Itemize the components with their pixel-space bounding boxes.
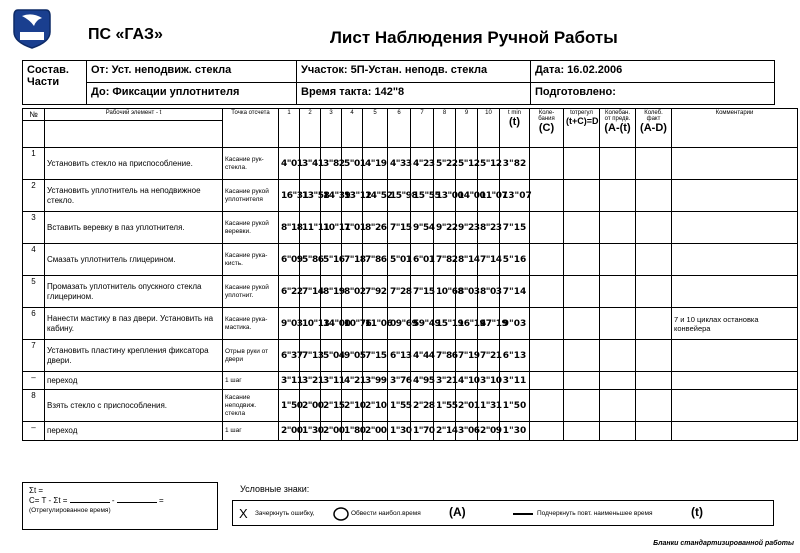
company-name: ПС «ГАЗ» <box>88 26 163 43</box>
cycle-value: 10"68 <box>434 276 456 308</box>
cycle-value: 15"55 <box>411 180 434 212</box>
to-cell: До: Фиксации уплотнителя <box>87 83 297 105</box>
col-point: Точка отсчета <box>223 109 279 148</box>
cycle-value: 2"00 <box>321 422 342 441</box>
row-number: 8 <box>23 390 45 422</box>
cycle-value: 10"76 <box>342 308 363 340</box>
cycle-value: 9"23 <box>456 212 478 244</box>
page-title: Лист Наблюдения Ручной Работы <box>330 28 618 47</box>
cycle-value: 11"06 <box>363 308 388 340</box>
cycle-value: 8"18 <box>279 212 300 244</box>
cycle-value: 10"13 <box>300 308 321 340</box>
tmin-value: 3"11 <box>500 372 530 390</box>
cycle-value: 8"26 <box>363 212 388 244</box>
row-point: Касание рука-кисть. <box>223 244 279 276</box>
cycle-value: 7"18 <box>342 244 363 276</box>
cycle-value: 6"22 <box>279 276 300 308</box>
row-comment: 7 и 10 циклах остановка конвейера <box>672 308 798 340</box>
cycle-value: 16"31 <box>279 180 300 212</box>
col-cycle: 3 <box>321 109 342 148</box>
cycle-value: 7"14 <box>478 244 500 276</box>
cycle-value: 6"37 <box>279 340 300 372</box>
tmin-value: 5"16 <box>500 244 530 276</box>
cycle-value: 11"07 <box>478 180 500 212</box>
legend-circle-text: Обвести наибол.время <box>351 510 421 517</box>
cycle-value: 15"19 <box>434 308 456 340</box>
row-element: Взять стекло с приспособления. <box>45 390 223 422</box>
cycle-value: 9"03 <box>279 308 300 340</box>
col-cycle: 9 <box>456 109 478 148</box>
table-row <box>23 276 798 308</box>
cycle-value: 2"10 <box>363 390 388 422</box>
cycle-value: 09"69 <box>388 308 411 340</box>
cycle-value: 2"00 <box>363 422 388 441</box>
cycle-value: 7"21 <box>478 340 500 372</box>
table-row <box>23 180 798 212</box>
tmin-value: 9"03 <box>500 308 530 340</box>
row-element: Установить стекло на приспособление. <box>45 148 223 180</box>
cycle-value: 7"92 <box>363 276 388 308</box>
row-point: Касание рука-мастика. <box>223 308 279 340</box>
col-cycle: 2 <box>300 109 321 148</box>
col-ad: Колеб. факт (A-D) <box>636 109 672 148</box>
legend-row <box>232 500 774 526</box>
row-comment <box>672 148 798 180</box>
col-no: № <box>23 109 45 121</box>
footer-text: Бланки стандартизированной работы <box>653 540 794 547</box>
table-row <box>23 244 798 276</box>
row-comment <box>672 390 798 422</box>
row-point: 1 шаг <box>223 422 279 441</box>
cycle-value: 5"12 <box>478 148 500 180</box>
cycle-value: 15"98 <box>388 180 411 212</box>
cycle-value: 8"14 <box>456 244 478 276</box>
legend-a-symbol: (A) <box>449 505 466 519</box>
col-cycle: 5 <box>363 109 388 148</box>
row-point: 1 шаг <box>223 372 279 390</box>
col-cycle: 7 <box>411 109 434 148</box>
cycle-value: 14"39 <box>321 180 342 212</box>
col-cycle: 4 <box>342 109 363 148</box>
tmin-value: 1"30 <box>500 422 530 441</box>
cycle-value: 6"09 <box>279 244 300 276</box>
row-number: – <box>23 372 45 390</box>
row-comment <box>672 180 798 212</box>
cycle-value: 9"54 <box>411 212 434 244</box>
cycle-value: 1"30 <box>388 422 411 441</box>
cycle-value: 5"86 <box>300 244 321 276</box>
gaz-logo <box>10 6 54 50</box>
cycle-value: 7"13 <box>300 340 321 372</box>
circle-mark-icon <box>333 506 349 522</box>
cycle-value: 1"80 <box>342 422 363 441</box>
cycle-value: 14"00 <box>321 308 342 340</box>
col-a: Колебан. от предв. (A-(t) <box>600 109 636 148</box>
row-comment <box>672 244 798 276</box>
cycle-value: 14"00 <box>456 180 478 212</box>
table-row <box>23 390 798 422</box>
col-cycle: 8 <box>434 109 456 148</box>
cycle-value: 3"11 <box>279 372 300 390</box>
cycle-value: 8"03 <box>456 276 478 308</box>
cycle-value: 7"15 <box>411 276 434 308</box>
table-row <box>23 340 798 372</box>
table-row <box>23 212 798 244</box>
row-element: Установить пластину крепления фиксатора двери. <box>45 340 223 372</box>
cycle-value: 7"86 <box>434 340 456 372</box>
col-comments: Комментарии <box>672 109 798 148</box>
row-number: 4 <box>23 244 45 276</box>
row-element: переход <box>45 422 223 441</box>
cycle-value: 2"14 <box>434 422 456 441</box>
column-header-row <box>23 109 798 121</box>
tmin-value: 7"15 <box>500 212 530 244</box>
cycle-value: 3"41 <box>300 148 321 180</box>
legend-title: Условные знаки: <box>240 484 310 494</box>
cycle-calc: C= T - Σt = - = <box>29 496 164 505</box>
cycle-value: 14"52 <box>363 180 388 212</box>
row-point: Касание рукой веревки. <box>223 212 279 244</box>
row-point: Касание рукой уплотнит. <box>223 276 279 308</box>
col-cycle: 1 <box>279 109 300 148</box>
cycle-value: 1"70 <box>411 422 434 441</box>
legend-t-symbol: (t) <box>691 505 703 519</box>
cycle-value: 4"10 <box>456 372 478 390</box>
legend-underline-text: Подчеркнуть повт. наименьшее время <box>537 510 653 517</box>
cycle-value: 8"23 <box>478 212 500 244</box>
cycle-value: 4"95 <box>411 372 434 390</box>
row-comment <box>672 422 798 441</box>
cycle-value: 7"14 <box>300 276 321 308</box>
row-comment <box>672 276 798 308</box>
info-table <box>22 60 775 105</box>
cycle-value: 8"19 <box>321 276 342 308</box>
tmin-value: 6"13 <box>500 340 530 372</box>
tmin-value: 13"07 <box>500 180 530 212</box>
cycle-value: 8"02 <box>342 276 363 308</box>
row-element: Вставить веревку в паз уплотнителя. <box>45 212 223 244</box>
cycle-value: 2"01 <box>456 390 478 422</box>
cycle-value: 2"10 <box>342 390 363 422</box>
cycle-value: 2"00 <box>279 422 300 441</box>
cycle-value: 3"99 <box>363 372 388 390</box>
table-row <box>23 372 798 390</box>
row-number: 2 <box>23 180 45 212</box>
cycle-value: 6"01 <box>411 244 434 276</box>
tmin-value: 1"50 <box>500 390 530 422</box>
cycle-value: 1"50 <box>279 390 300 422</box>
row-point: Касание неподвиж. стекла <box>223 390 279 422</box>
row-point: Касание рукой уплотнителя <box>223 180 279 212</box>
cycle-value: 2"28 <box>411 390 434 422</box>
cycle-value: 16"19 <box>456 308 478 340</box>
cycle-value: 3"21 <box>434 372 456 390</box>
tmin-value: 3"82 <box>500 148 530 180</box>
row-number: 7 <box>23 340 45 372</box>
cycle-value: 7"01 <box>342 212 363 244</box>
cycle-value: 2"09 <box>478 422 500 441</box>
cycle-value: 1"55 <box>434 390 456 422</box>
cycle-value: 7"86 <box>363 244 388 276</box>
row-comment <box>672 372 798 390</box>
cycle-value: 3"82 <box>321 148 342 180</box>
cycle-value: 1"55 <box>388 390 411 422</box>
table-row <box>23 308 798 340</box>
cycle-value: 7"82 <box>434 244 456 276</box>
row-element: Смазать уплотнитель глицерином. <box>45 244 223 276</box>
row-number: 1 <box>23 148 45 180</box>
table-row <box>23 148 798 180</box>
cycle-value: 3"76 <box>388 372 411 390</box>
cycle-value: 7"15 <box>363 340 388 372</box>
row-number: 5 <box>23 276 45 308</box>
date-cell: Дата: 16.02.2006 <box>531 61 775 83</box>
row-number: 3 <box>23 212 45 244</box>
cycle-value: 2"15 <box>321 390 342 422</box>
prepared-cell: Подготовлено: <box>531 83 775 105</box>
cycle-value: 3"11 <box>321 372 342 390</box>
row-point: Отрыв руки от двери <box>223 340 279 372</box>
cycle-value: 7"19 <box>456 340 478 372</box>
cycle-value: 4"33 <box>388 148 411 180</box>
col-c: Коле-бания (C) <box>530 109 564 148</box>
cycle-value: 59"49 <box>411 308 434 340</box>
cycle-value: 5"01 <box>342 148 363 180</box>
table-row <box>23 422 798 441</box>
underline-mark-icon <box>513 513 533 516</box>
cycle-value: 5"04 <box>321 340 342 372</box>
adjusted-time-note: (Отрегулированное время) <box>29 507 111 514</box>
row-number: 6 <box>23 308 45 340</box>
cycle-value: 4"01 <box>279 148 300 180</box>
from-cell: От: Уст. неподвиж. стекла <box>87 61 297 83</box>
row-number: – <box>23 422 45 441</box>
cycle-value: 3"21 <box>300 372 321 390</box>
cycle-value: 5"16 <box>321 244 342 276</box>
col-element: Рабочий элемент - t <box>45 109 223 121</box>
col-tc: tотрегул (t+C)=D <box>564 109 600 148</box>
cycle-value: 4"21 <box>342 372 363 390</box>
row-point: Касание рук-стекла. <box>223 148 279 180</box>
cycle-value: 9"22 <box>434 212 456 244</box>
cycle-value: 13"12 <box>342 180 363 212</box>
row-comment <box>672 340 798 372</box>
row-comment <box>672 212 798 244</box>
legend <box>232 482 774 530</box>
cycle-value: 8"03 <box>478 276 500 308</box>
cycle-value: 13"58 <box>300 180 321 212</box>
row-element: Нанести мастику в паз двери. Установить на кабину. <box>45 308 223 340</box>
row-element: Промазать уплотнитель опускного стекла глицерином. <box>45 276 223 308</box>
takt-cell: Время такта: 142"8 <box>297 83 531 105</box>
legend-cross-text: Зачеркнуть ошибку, <box>255 510 315 517</box>
cycle-value: 4"19 <box>363 148 388 180</box>
cycle-value: 5"12 <box>456 148 478 180</box>
cycle-value: 10"11 <box>321 212 342 244</box>
col-tmin: t min (t) <box>500 109 530 148</box>
cycle-value: 1"30 <box>300 422 321 441</box>
cycle-value: 3"06 <box>456 422 478 441</box>
cycle-value: 3"10 <box>478 372 500 390</box>
observation-table <box>22 108 798 441</box>
cross-mark-icon: X <box>239 506 248 521</box>
cycle-value: 9"05 <box>342 340 363 372</box>
cycle-value: 4"23 <box>411 148 434 180</box>
composition-cell: Состав. Части <box>23 61 87 105</box>
row-element: Установить уплотнитель на неподвижное стекло. <box>45 180 223 212</box>
cycle-value: 13"00 <box>434 180 456 212</box>
summary-box <box>22 482 218 530</box>
section-cell: Участок: 5П-Устан. неподв. стекла <box>297 61 531 83</box>
cycle-value: 47"19 <box>478 308 500 340</box>
col-cycle: 10 <box>478 109 500 148</box>
cycle-value: 7"28 <box>388 276 411 308</box>
sum-t: Σt = <box>29 486 44 495</box>
cycle-value: 11"11 <box>300 212 321 244</box>
cycle-value: 1"31 <box>478 390 500 422</box>
cycle-value: 5"22 <box>434 148 456 180</box>
row-element: переход <box>45 372 223 390</box>
cycle-value: 5"01 <box>388 244 411 276</box>
col-cycle: 6 <box>388 109 411 148</box>
cycle-value: 6"13 <box>388 340 411 372</box>
tmin-value: 7"14 <box>500 276 530 308</box>
cycle-value: 7"15 <box>388 212 411 244</box>
cycle-value: 2"00 <box>300 390 321 422</box>
cycle-value: 4"44 <box>411 340 434 372</box>
